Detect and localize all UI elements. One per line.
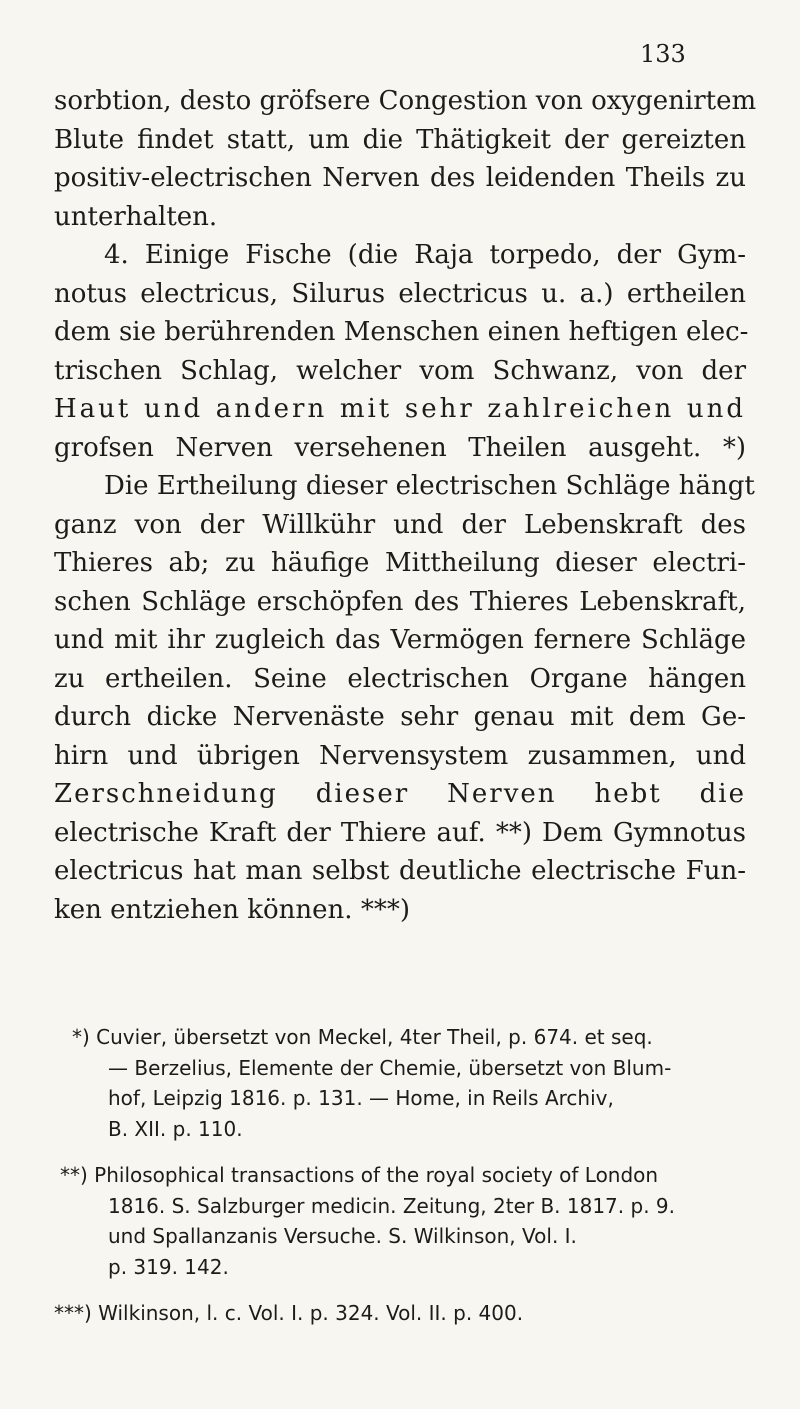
text-line: notus electricus, Silurus electricus u. a.) ertheilen (54, 278, 746, 309)
text-line: dem sie berührenden Menschen einen heftigen elec- (54, 317, 749, 347)
text-line: durch dicke Nervenäste sehr genau mit dem Ge- (54, 702, 746, 732)
footnote-line: und Spallanzanis Versuche. S. Wilkinson, Vol. I. (108, 1224, 577, 1248)
text-line: electrische Kraft der Thiere auf. **) Dem Gymnotus (54, 817, 746, 848)
text-line: sorbtion, desto gröfsere Congestion von oxygenirtem (54, 86, 757, 116)
text-line: zu ertheilen. Seine electrischen Organe hängen (54, 663, 746, 694)
footnote-line: — Berzelius, Elemente der Chemie, übersetzt von Blum- (108, 1055, 672, 1080)
text-line: ganz von der Willkühr und der Lebenskraft des (54, 509, 746, 540)
footnote-line: hof, Leipzig 1816. p. 131. — Home, in Reils Archiv, (108, 1086, 614, 1110)
text-line: und mit ihr zugleich das Vermögen fernere Schläge (54, 625, 746, 655)
footnotes (54, 1022, 746, 1329)
body-text (54, 82, 757, 929)
page-number: 133 (640, 40, 686, 68)
text-line: unterhalten. (54, 201, 218, 232)
footnote-line: *) Cuvier, übersetzt von Meckel, 4ter Theil, p. 674. et seq. (72, 1025, 653, 1049)
text-line: positiv-electrischen Nerven des leidenden Theils zu (54, 163, 746, 193)
footnote-line: **) Philosophical transactions of the royal society of London (60, 1163, 659, 1187)
text-line: 4. Einige Fische (die Raja torpedo, der Gym- (104, 240, 746, 270)
text-line: hirn und übrigen Nervensystem zusammen, und (54, 740, 746, 771)
footnote-line: B. XII. p. 110. (108, 1116, 243, 1141)
footnote-line: 1816. S. Salzburger medicin. Zeitung, 2ter B. 1817. p. 9. (108, 1193, 675, 1218)
text-line: Thieres ab; zu häufige Mittheilung dieser electri- (54, 548, 746, 578)
text-line: Blute findet statt, um die Thätigkeit der gereizten (54, 124, 746, 155)
text-line: Zerschneidung dieser Nerven hebt die (54, 779, 746, 809)
text-line: ken entziehen können. ***) (54, 894, 410, 925)
text-line: electricus hat man selbst deutliche electrische Fun- (54, 856, 746, 886)
text-line: grofsen Nerven versehenen Theilen ausgeht. *) (54, 432, 746, 463)
footnote-line: p. 319. 142. (108, 1254, 229, 1279)
text-line: Die Ertheilung dieser electrischen Schläge hängt (104, 471, 755, 501)
text-line: schen Schläge erschöpfen des Thieres Lebenskraft, (54, 586, 746, 617)
footnote-line: ***) Wilkinson, l. c. Vol. I. p. 324. Vol. II. p. 400. (54, 1301, 524, 1325)
text-line: Haut und andern mit sehr zahlreichen und (54, 394, 746, 424)
text-line: trischen Schlag, welcher vom Schwanz, von der (54, 355, 746, 386)
